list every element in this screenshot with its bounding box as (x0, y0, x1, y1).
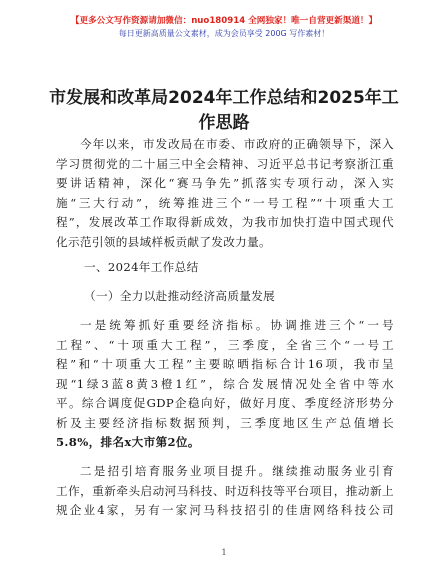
point-1-line-2: 工程”、“十项重大工程”，三季度，全省三个“一号工 (56, 337, 394, 352)
point-2-line-1: 二是招引培育服务业项目提升。继续推动服务业引育 (80, 464, 394, 478)
intro-line-4: 施“三大行动”，统筹推进三个“一号工程”“十项重大工 (56, 195, 394, 210)
point-2-line-3: 规企业4家，另有一家河马科技招引的佳唐网络科技公司 (56, 503, 394, 517)
intro-line-2: 学习贯彻党的二十届三中全会精神、习近平总书记考察浙江重 (56, 156, 394, 171)
point-1-line-7: 5.8%，排名x大市第2位。 (56, 435, 200, 449)
section-heading-1: 一、2024年工作总结 (84, 260, 199, 274)
intro-line-1: 今年以来，市发改局在市委、市政府的正确领导下，深入 (80, 137, 394, 151)
page-number: 1 (221, 548, 227, 557)
intro-line-5: 程”，发展改革工作取得新成效，为我市加快打造中国式现代 (56, 215, 394, 229)
promo-banner (0, 0, 448, 56)
intro-line-6: 化示范引领的县域样板贡献了发改力量。 (56, 234, 271, 249)
document-title-line-1: 市发展和改革局2024年工作总结和2025年工 (49, 88, 399, 108)
promo-banner-line2: 每日更新高质量公文素材，成为会员享受 200G 写作素材！ (118, 29, 330, 38)
point-1-line-1: 一是统筹抓好重要经济指标。协调推进三个“一号 (80, 318, 394, 332)
point-1-line-4: 现“1绿3蓝8黄3橙1红”，综合发展情况处全省中等水 (56, 376, 394, 391)
subsection-heading-1: （一）全力以赴推动经济高质量发展 (84, 289, 276, 303)
point-2-paragraph (56, 462, 394, 521)
point-1-line-5: 平。综合调度促GDP企稳向好，做好月度、季度经济形势分 (56, 396, 394, 410)
point-2-line-2: 工作，重新牵头启动河马科技、时迈科技等平台项目，推动新上 (56, 483, 394, 498)
point-1-line-6: 析及主要经济指标数据预判，三季度地区生产总值增长 (56, 415, 394, 430)
document-title (40, 86, 408, 136)
intro-line-3: 要讲话精神，深化“赛马争先”抓落实专项行动，深入实 (56, 176, 394, 190)
document-title-line-2: 作思路 (198, 113, 250, 133)
promo-banner-line1: 【更多公文写作资源请加微信：nuo180914 全网独家！唯一自营更新渠道！】 (70, 16, 378, 26)
point-1-line-3: 程”和“十项重大工程”主要晾晒指标合计16项，我市呈 (56, 357, 394, 371)
point-1-paragraph (56, 316, 394, 453)
intro-paragraph (56, 135, 394, 252)
